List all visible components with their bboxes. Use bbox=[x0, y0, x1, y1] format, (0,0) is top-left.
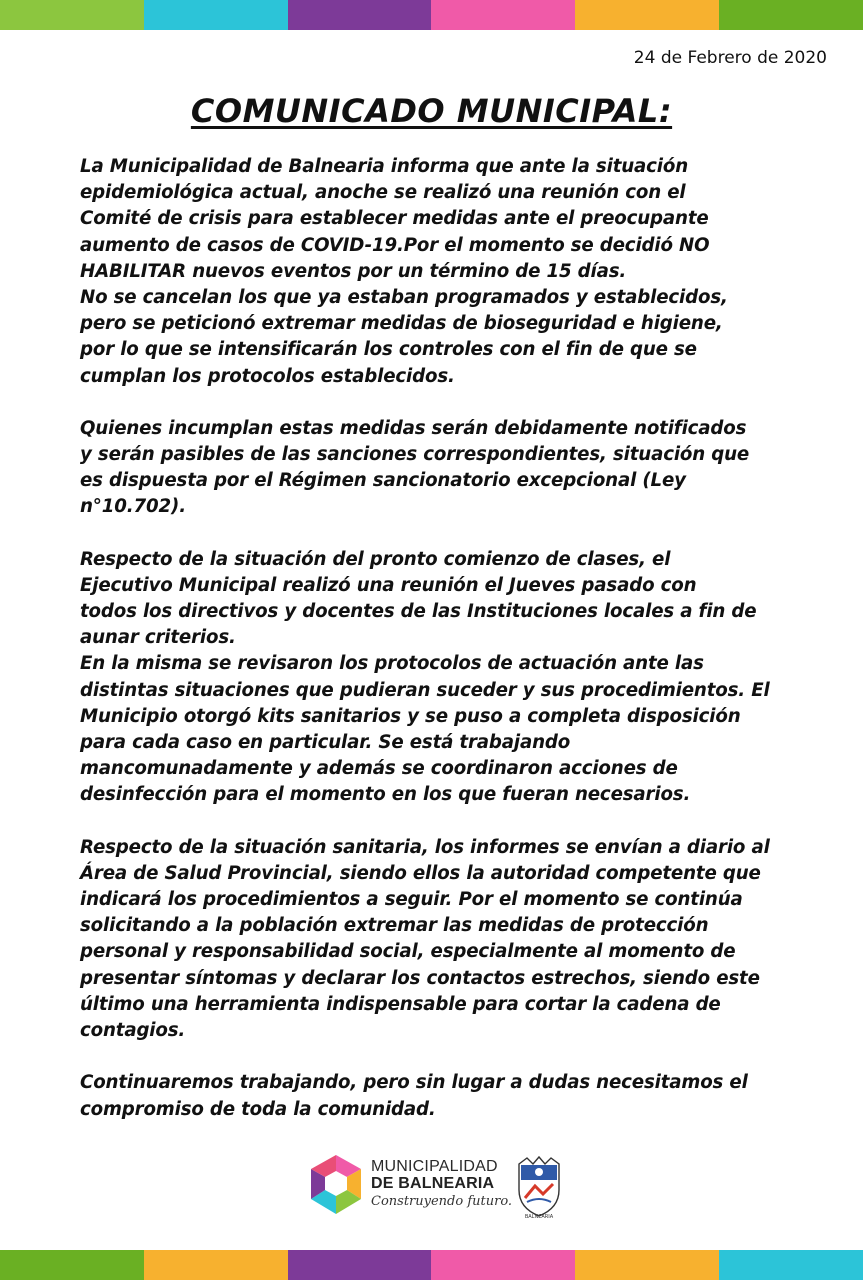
body-line: y serán pasibles de las sanciones correspondientes, situación que bbox=[80, 444, 750, 466]
body-line: por lo que se intensificarán los controles con el fin de que se bbox=[80, 339, 697, 361]
body-paragraph bbox=[80, 154, 785, 390]
crest-label: BALNEARIA bbox=[524, 1214, 554, 1220]
body-line: Ejecutivo Municipal realizó una reunión el Jueves pasado con bbox=[80, 574, 697, 596]
body-line: Respecto de la situación del pronto comienzo de clases, el bbox=[80, 548, 671, 570]
body-line: contagios. bbox=[80, 1020, 186, 1042]
document-body bbox=[80, 154, 785, 1149]
body-line: para cada caso en particular. Se está trabajando bbox=[80, 732, 571, 754]
bottom-stripe-segment bbox=[0, 1250, 144, 1280]
body-paragraph bbox=[80, 835, 785, 1045]
top-stripe-segment bbox=[144, 0, 288, 30]
body-paragraph bbox=[80, 547, 785, 809]
document-title: COMUNICADO MUNICIPAL: bbox=[190, 92, 673, 130]
body-line: aunar criterios. bbox=[80, 627, 236, 649]
body-line: solicitando a la población extremar las medidas de protección bbox=[80, 915, 709, 937]
body-line: La Municipalidad de Balnearia informa que ante la situación bbox=[80, 156, 689, 177]
bottom-stripe-segment bbox=[144, 1250, 288, 1280]
top-stripe-segment bbox=[575, 0, 719, 30]
body-line: desinfección para el momento en los que fueran necesarios. bbox=[80, 784, 691, 806]
body-line: compromiso de toda la comunidad. bbox=[80, 1098, 436, 1120]
body-line: Municipio otorgó kits sanitarios y se puso a completa disposición bbox=[80, 705, 741, 727]
body-line: indicará los procedimientos a seguir. Por el momento se continúa bbox=[80, 889, 743, 911]
body-line: n°10.702). bbox=[80, 496, 186, 518]
body-line: es dispuesta por el Régimen sancionatorio excepcional (Ley bbox=[80, 470, 686, 492]
body-line: presentar síntomas y declarar los contactos estrechos, siendo este bbox=[80, 967, 760, 989]
body-line: HABILITAR nuevos eventos por un término de 15 días. bbox=[80, 260, 627, 282]
body-line: último una herramienta indispensable para cortar la cadena de bbox=[80, 993, 721, 1015]
logo-line-municipalidad: MUNICIPALIDAD bbox=[371, 1158, 498, 1175]
logo-slogan: Construyendo futuro. bbox=[371, 1194, 513, 1209]
top-stripe-segment bbox=[0, 0, 144, 30]
bottom-stripe-segment bbox=[288, 1250, 432, 1280]
body-line: todos los directivos y docentes de las Instituciones locales a fin de bbox=[80, 601, 757, 623]
top-stripe-segment bbox=[719, 0, 863, 30]
body-line: aumento de casos de COVID-19.Por el momento se decidió NO bbox=[80, 234, 710, 256]
municipality-logo bbox=[305, 1148, 575, 1224]
body-paragraph bbox=[80, 1070, 785, 1122]
body-paragraph bbox=[80, 416, 785, 521]
logo-line-de-balnearia: DE BALNEARIA bbox=[371, 1175, 495, 1192]
document-date: 24 de Febrero de 2020 bbox=[633, 48, 827, 68]
bottom-stripe-segment bbox=[575, 1250, 719, 1280]
top-stripe-segment bbox=[288, 0, 432, 30]
top-color-stripe bbox=[0, 0, 863, 30]
body-line: personal y responsabilidad social, especialmente al momento de bbox=[80, 941, 736, 963]
body-line: epidemiológica actual, anoche se realizó una reunión con el bbox=[80, 182, 686, 204]
body-line: En la misma se revisaron los protocolos de actuación ante las bbox=[80, 653, 704, 675]
body-line: distintas situaciones que pudieran suceder y sus procedimientos. El bbox=[80, 679, 770, 701]
bottom-color-stripe bbox=[0, 1250, 863, 1280]
body-line: Área de Salud Provincial, siendo ellos la autoridad competente que bbox=[80, 862, 761, 884]
body-line: Quienes incumplan estas medidas serán debidamente notificados bbox=[80, 417, 747, 439]
coat-of-arms-icon bbox=[513, 1154, 565, 1218]
body-line: Respecto de la situación sanitaria, los informes se envían a diario al bbox=[80, 836, 770, 858]
top-stripe-segment bbox=[431, 0, 575, 30]
body-line: No se cancelan los que ya estaban programados y establecidos, bbox=[80, 287, 728, 309]
body-line: Comité de crisis para establecer medidas ante el preocupante bbox=[80, 208, 709, 230]
bottom-stripe-segment bbox=[719, 1250, 863, 1280]
bottom-stripe-segment bbox=[431, 1250, 575, 1280]
hexagon-logo-icon bbox=[305, 1152, 367, 1218]
body-line: pero se peticionó extremar medidas de bioseguridad e higiene, bbox=[80, 313, 723, 335]
body-line: mancomunadamente y además se coordinaron acciones de bbox=[80, 758, 678, 780]
body-line: Continuaremos trabajando, pero sin lugar a dudas necesitamos el bbox=[80, 1072, 748, 1094]
body-line: cumplan los protocolos establecidos. bbox=[80, 365, 455, 387]
logo-wordmark bbox=[371, 1158, 512, 1209]
